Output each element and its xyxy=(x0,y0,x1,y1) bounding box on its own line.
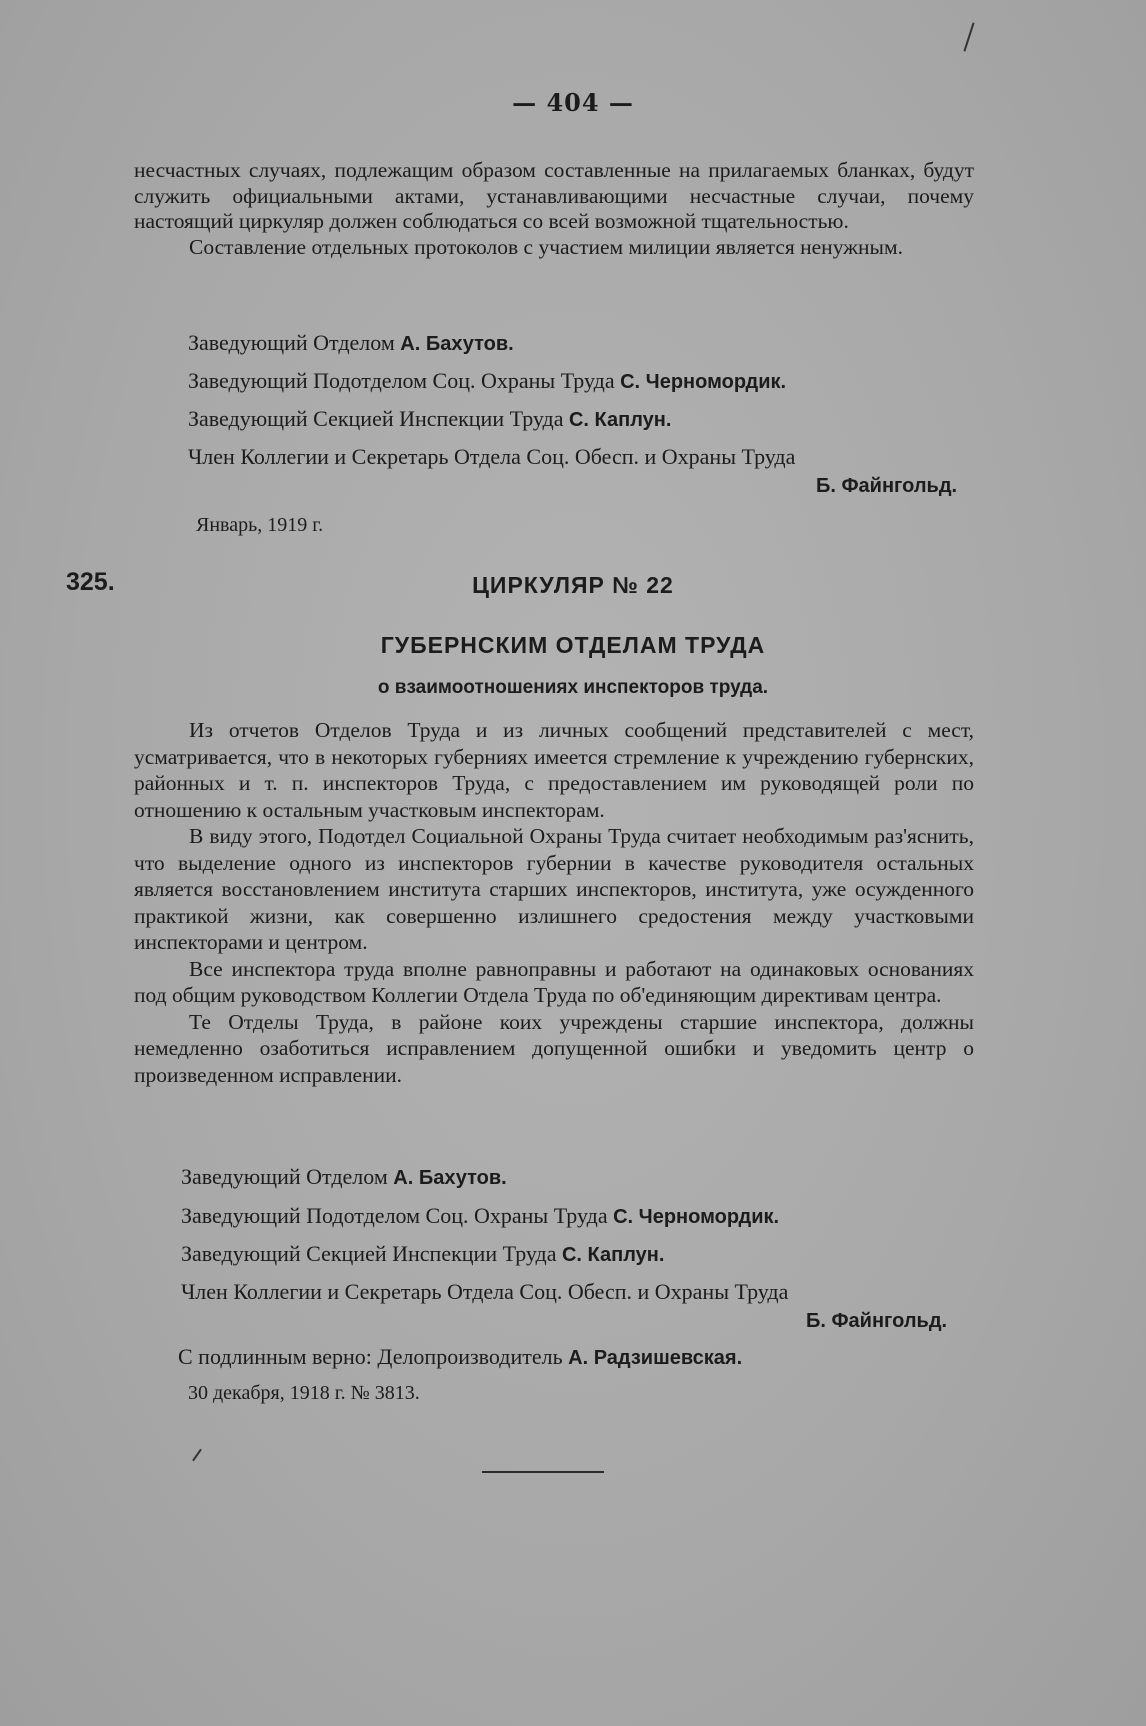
signature-line: Член Коллегии и Секретарь Отдела Соц. Обесп. и Охраны Труда xyxy=(188,444,796,469)
signature-line: Заведующий Отделом А. Бахутов. xyxy=(181,1164,507,1189)
circular-addressee: ГУБЕРНСКИМ ОТДЕЛАМ ТРУДА xyxy=(380,632,766,658)
top-paragraph: несчастных случаях, подлежащим образом составленные на прилагаемых бланках, будут служить официальными актами, устанавливающими несчастные случаи, почему настоящий циркуляр должен соблюдаться со всей возможной тщательностью. xyxy=(134,158,974,233)
body-paragraph: Все инспектора труда вполне равноправны и работают на одинаковых основаниях под общим руководством Коллегии Отдела Труда по об'единяющим директивам центра. xyxy=(134,956,974,1007)
signature-line: Заведующий Подотделом Соц. Охраны Труда С. Черномордик. xyxy=(181,1203,780,1228)
signature-name: Б. Файнгольд. xyxy=(816,475,958,497)
scan-mark xyxy=(192,1449,202,1462)
signature-line: Заведующий Отделом А. Бахутов. xyxy=(188,330,514,355)
scan-mark xyxy=(963,22,974,51)
signature-line: Заведующий Секцией Инспекции Труда С. Каплун. xyxy=(188,406,672,431)
document-number: 325. xyxy=(66,568,115,596)
body-paragraph: Те Отделы Труда, в районе коих учреждены старшие инспектора, должны немедленно озаботиться исправлением допущенной ошибки и уведомить центр о произведенном исправлении. xyxy=(134,1009,974,1087)
signature-name: Б. Файнгольд. xyxy=(806,1310,948,1332)
circular-date: 30 декабря, 1918 г. № 3813. xyxy=(188,1382,420,1404)
circular-subject: о взаимоотношениях инспекторов труда. xyxy=(377,677,769,698)
top-paragraph: Составление отдельных протоколов с участием милиции является ненужным. xyxy=(189,234,903,259)
signature-line: Заведующий Подотделом Соц. Охраны Труда С. Черномордик. xyxy=(188,368,787,393)
closing-rule xyxy=(482,1471,604,1473)
body-paragraph: Из отчетов Отделов Труда и из личных сообщений представителей с мест, усматривается, что в некоторых губерниях имеется стремление к учреждению губернских, районных и т. п. инспекторов Труда, с предоставлением им руководящей роли по отношению к остальным участковым инспекторам. xyxy=(134,718,974,822)
body-paragraph: В виду этого, Подотдел Социальной Охраны Труда считает необходимым раз'яснить, что выделение одного из инспекторов губернии в качестве руководителя остальных является восстановлением института старших инспекторов, института, уже осужденного практикой жизни, как совершенно излишнего средостения между участковыми инспекторами и центром. xyxy=(134,824,974,954)
signature-line: Член Коллегии и Секретарь Отдела Соц. Обесп. и Охраны Труда xyxy=(181,1279,789,1304)
certification-line: С подлинным верно: Делопроизводитель А. Радзишевская. xyxy=(178,1344,743,1369)
circular-title: ЦИРКУЛЯР № 22 xyxy=(472,572,674,598)
circular-body xyxy=(134,717,974,1088)
top-date: Январь, 1919 г. xyxy=(196,514,324,536)
signature-line: Заведующий Секцией Инспекции Труда С. Каплун. xyxy=(181,1241,665,1266)
top-text-block xyxy=(134,158,974,260)
page-number: — 404 — xyxy=(512,88,634,117)
